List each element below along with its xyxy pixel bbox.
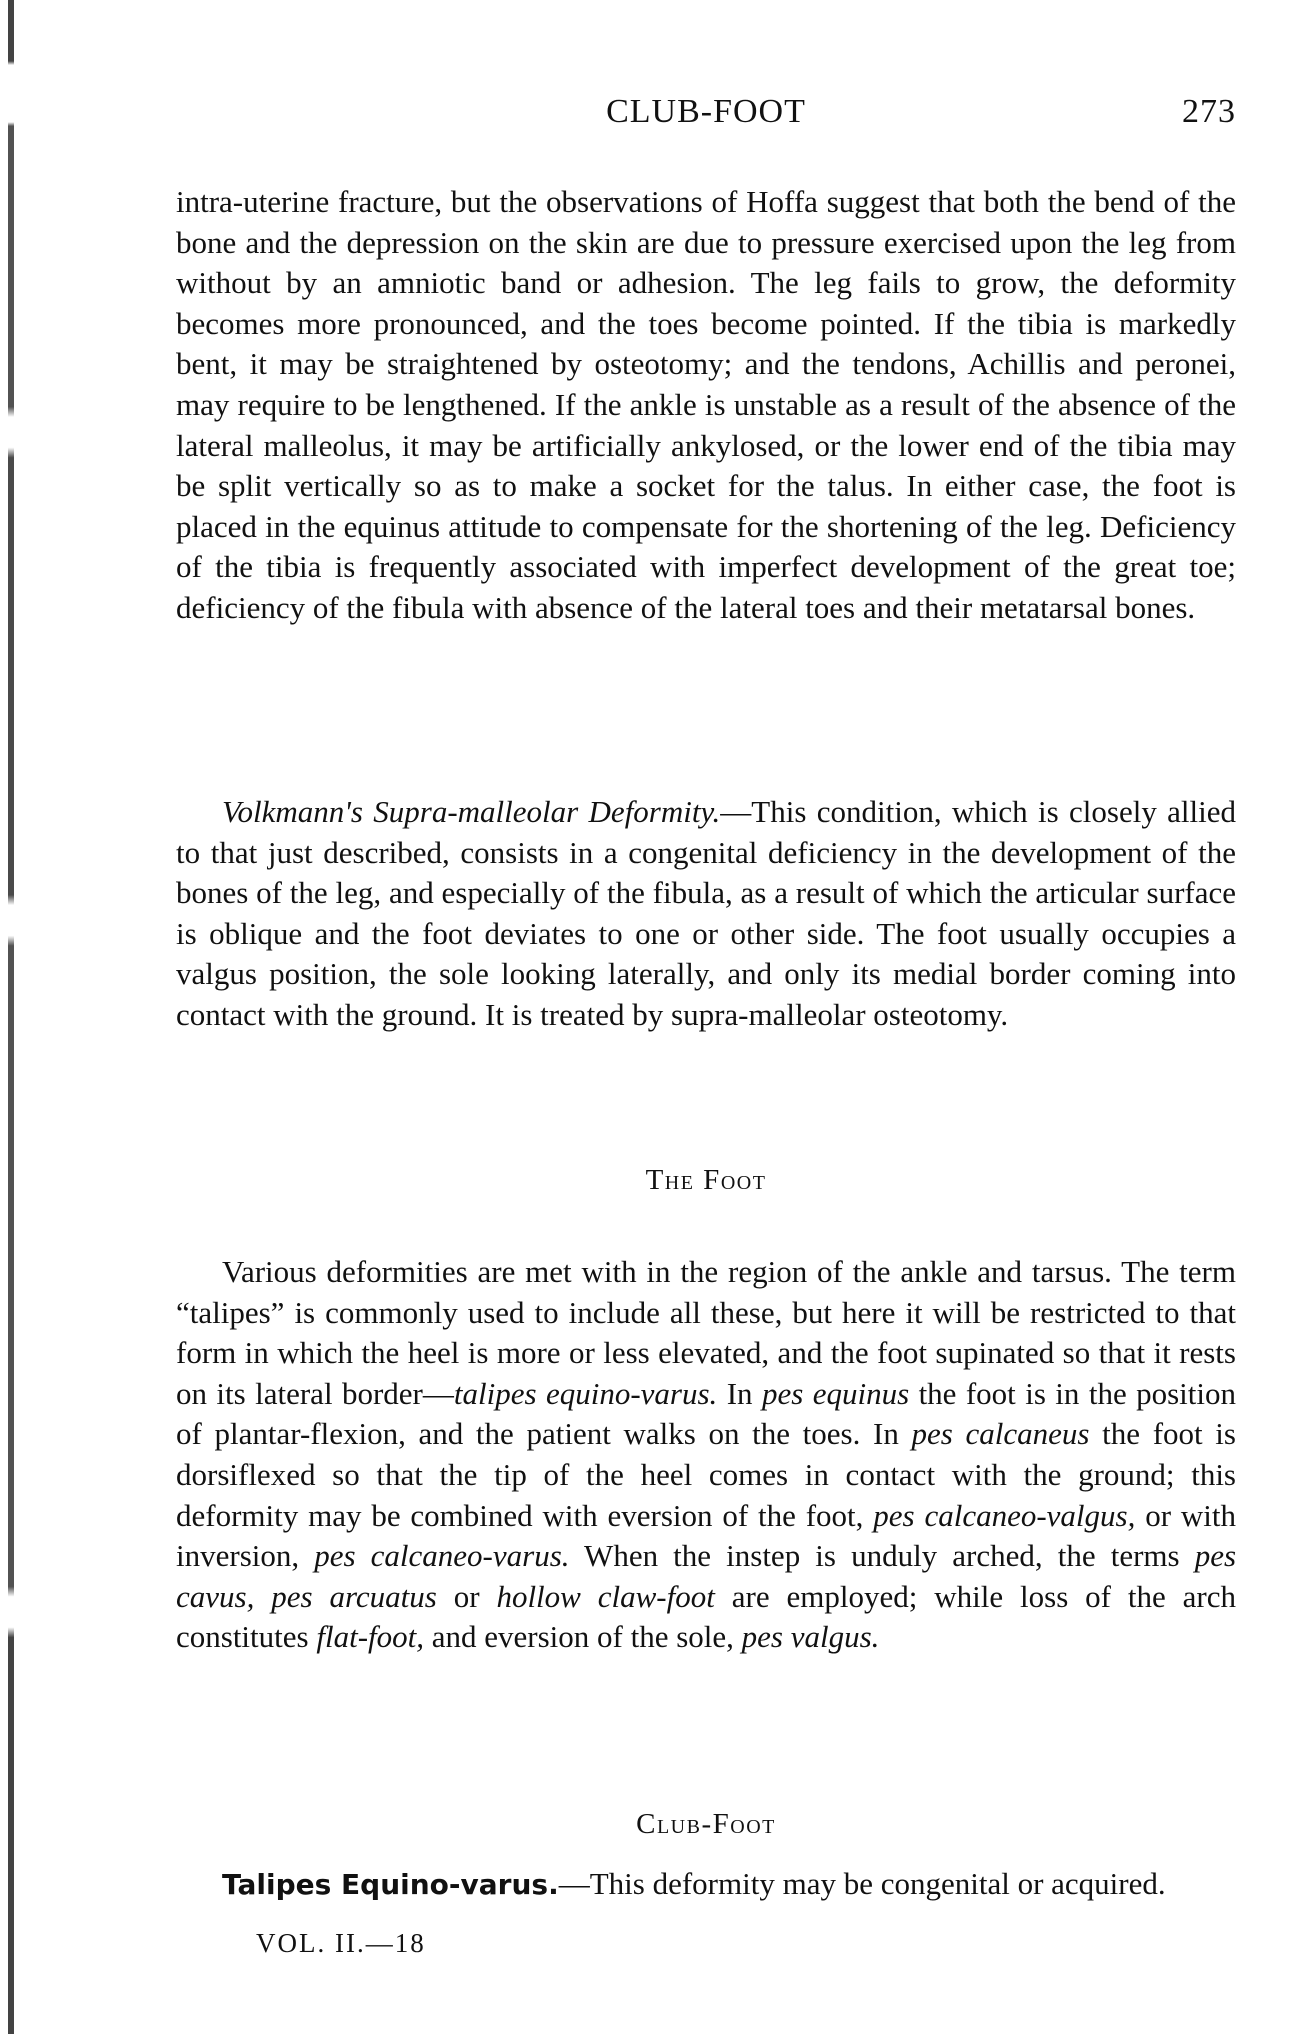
signature-mark: VOL. II.—18 (256, 1928, 426, 1958)
talipes-body: —This deformity may be congenital or acquired. (558, 1866, 1166, 1901)
italic-term: pes cavus, pes arcuatus (176, 1538, 1237, 1614)
text-run: or with inversion, (176, 1497, 1236, 1574)
italic-term: pes calcaneo-varus. (314, 1538, 570, 1574)
text-run: or (436, 1578, 497, 1614)
text-run: and eversion of the sole, (424, 1619, 742, 1655)
volkmann-title: Volkmann's Supra-malleolar Deformity. (222, 794, 721, 829)
volkmann-body: —This condition, which is closely allied to that just described, consists in a congenital deficiency in the development of the bones of the leg, and especially of the fibula, as a result of which the articular surface is oblique and the foot deviates to one or other side. The foot usually occupies a valgus position, the sole looking laterally, and only its medial border coming into contact with the ground. It is treated by supra-malleolar osteotomy. (176, 794, 1237, 1032)
text-run: are employed; while loss of the arch constitutes (176, 1578, 1236, 1655)
section-heading-the-foot: The Foot (645, 1164, 767, 1196)
italic-term: pes calcaneus (911, 1416, 1090, 1452)
italic-term: talipes equino-varus. (453, 1375, 718, 1411)
italic-term: hollow claw-foot (496, 1578, 715, 1614)
page-number: 273 (1182, 93, 1236, 130)
paragraph-volkmann-deformity (176, 792, 1236, 1036)
binding-edge (8, 0, 14, 2034)
text-run: When the instep is unduly arched, the terms (569, 1538, 1195, 1574)
text-run: the foot is dorsiflexed so that the tip of the heel comes in contact with the ground; this deformity may be combined with eversion of the foot, (176, 1416, 1236, 1533)
text-run: Various deformities are met with in the region of the ankle and tarsus. The term “talipes” is commonly used to include all these, but here it will be restricted to that form in which the heel is more or less elevated, and the foot supinated so that it rests on its lateral border— (176, 1254, 1236, 1411)
italic-term: pes calcaneo-valgus, (873, 1497, 1136, 1533)
running-head (176, 88, 1236, 136)
paragraph-tibia-fibula-deficiency: intra-uterine fracture, but the observations of Hoffa suggest that both the bend of the bone and the depression on the skin are due to pressure exercised upon the leg from without by an amniotic band or adhesion. The leg fails to grow, the deformity becomes more pronounced, and the toes become pointed. If the tibia is markedly bent, it may be straightened by osteotomy; and the tendons, Achillis and peronei, may require to be lengthened. If the ankle is unstable as a result of the absence of the lateral malleolus, it may be artificially ankylosed, or the lower end of the tibia may be split vertically so as to make a socket for the talus. In either case, the foot is placed in the equinus attitude to compensate for the shortening of the leg. Deficiency of the tibia is frequently associated with imperfect development of the great toe; deficiency of the fibula with absence of the lateral toes and their metatarsal bones. (176, 184, 1236, 625)
talipes-lead: Talipes Equino-varus. (222, 1868, 559, 1901)
italic-term: flat-foot, (316, 1619, 424, 1655)
text-run: In (717, 1375, 762, 1411)
text-run: the foot is in the position of plantar-flexion, and the patient walks on the toes. In (176, 1375, 1237, 1452)
paragraph-talipes-equino-varus (176, 1864, 1236, 1906)
section-heading-club-foot: Club-Foot (636, 1808, 776, 1840)
paragraph-foot-deformities (176, 1252, 1236, 1658)
running-title: CLUB-FOOT (606, 93, 806, 130)
italic-term: pes equinus (761, 1375, 910, 1411)
italic-term: pes valgus. (741, 1619, 880, 1655)
